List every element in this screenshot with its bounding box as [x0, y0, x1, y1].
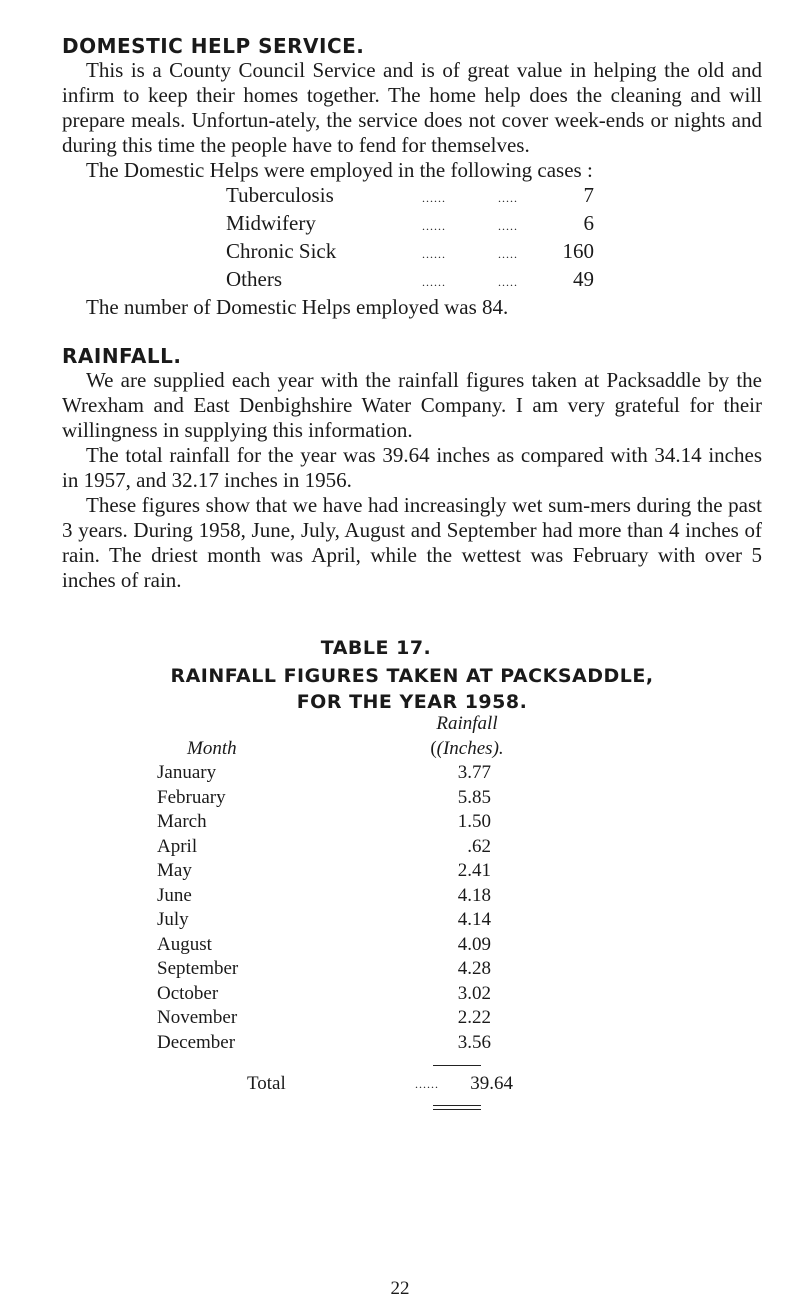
table-title-line-1: RAINFALL FIGURES TAKEN AT PACKSADDLE,: [170, 665, 654, 687]
table-row: [157, 1031, 657, 1056]
month-cell: December: [157, 1031, 236, 1053]
case-value: 49: [573, 267, 594, 291]
case-value: 6: [583, 211, 594, 235]
case-name: Tuberculosis: [226, 183, 334, 207]
case-row: [226, 267, 762, 295]
month-cell: November: [157, 1007, 238, 1028]
table-row: [157, 1006, 657, 1031]
month-cell: July: [157, 909, 189, 930]
case-name: Midwifery: [226, 211, 316, 235]
table-row: [157, 835, 657, 860]
value-cell: 3.77: [457, 762, 491, 783]
leader-dots: ......: [422, 191, 446, 205]
case-row: [226, 183, 762, 211]
case-value: 160: [562, 239, 594, 263]
rainfall-paragraph-2: The total rainfall for the year was 39.64 inches as compared with 34.14 inches in 1957, and 32.17 inches in 1956.: [62, 443, 762, 492]
value-cell: 2.22: [457, 1007, 491, 1028]
total-label: Total: [247, 1073, 286, 1094]
value-cell: 4.14: [457, 909, 491, 930]
leader-dots: .....: [498, 219, 518, 233]
rainfall-heading: RAINFALL.: [62, 344, 182, 368]
table-row: [157, 908, 657, 933]
leader-dots: .....: [498, 275, 518, 289]
month-cell: October: [157, 982, 219, 1004]
leader-dots: ......: [422, 275, 446, 289]
rainfall-paragraph-1: We are supplied each year with the rainfall figures taken at Packsaddle by the Wrexham and East Denbighshire Water Company. I am very grateful for their willingness in supplying this information.: [62, 368, 762, 442]
cases-list: [226, 183, 762, 295]
table-row: [157, 761, 657, 786]
table-header: [157, 712, 657, 737]
month-cell: April: [157, 835, 198, 857]
rainfall-table: [157, 712, 657, 1110]
value-cell: 4.28: [457, 958, 491, 979]
month-cell: February: [157, 786, 226, 808]
sum-rule: [433, 1065, 481, 1066]
column-header-rainfall: Rainfall: [436, 713, 498, 734]
page-number: 22: [390, 1278, 410, 1299]
total-value: 39.64: [470, 1073, 513, 1094]
document-page: [62, 34, 762, 715]
column-header-month: Month: [187, 737, 237, 759]
column-header-unit: (Inches).: [436, 737, 504, 759]
table-row: [157, 933, 657, 958]
value-cell: 5.85: [457, 786, 491, 808]
total-double-rule: [433, 1105, 481, 1110]
value-cell: 3.02: [457, 982, 491, 1004]
value-cell: 3.56: [457, 1031, 491, 1053]
leader-dots: .....: [498, 191, 518, 205]
case-row: [226, 239, 762, 267]
rainfall-paragraph-3: These figures show that we have had increasingly wet sum-mers during the past 3 years. During 1958, June, July, August and September had more than 4 inches of rain. The driest month was April, while the wettest was February with over 5 inches of rain.: [62, 493, 762, 592]
value-cell: 1.50: [457, 811, 491, 832]
table-row: [157, 810, 657, 835]
total-row: [157, 1072, 657, 1097]
value-cell: 2.41: [457, 860, 491, 881]
case-row: [226, 211, 762, 239]
month-cell: January: [157, 762, 217, 783]
value-cell: 4.18: [457, 884, 491, 906]
table-title-line-2: FOR THE YEAR 1958.: [296, 691, 528, 713]
month-cell: March: [157, 811, 207, 832]
table-row: [157, 859, 657, 884]
leader-dots: .....: [498, 247, 518, 261]
table-row: [157, 982, 657, 1007]
table-row: [157, 884, 657, 909]
case-name: Chronic Sick: [226, 239, 337, 263]
table-row: [157, 957, 657, 982]
table-header: Month ((Inches).: [157, 737, 657, 762]
case-value: 7: [583, 183, 594, 207]
leader-dots: ......: [422, 247, 446, 261]
month-cell: August: [157, 933, 212, 955]
table-row: [157, 786, 657, 811]
month-cell: September: [157, 958, 239, 979]
table-label: TABLE 17.: [320, 637, 432, 659]
month-cell: May: [157, 860, 192, 881]
domestic-paragraph-3: The number of Domestic Helps employed was 84.: [86, 295, 509, 319]
leader-dots: ......: [415, 1077, 439, 1091]
value-cell: .62: [467, 835, 491, 857]
month-cell: June: [157, 884, 192, 906]
leader-dots: ......: [422, 219, 446, 233]
domestic-help-heading: DOMESTIC HELP SERVICE.: [62, 34, 365, 58]
value-cell: 4.09: [457, 933, 491, 955]
domestic-paragraph-1: This is a County Council Service and is of great value in helping the old and infirm to keep their homes together. The home help does the cleaning and will prepare meals. Unfortun-ately, the service does not cover week-ends or nights and during this time the people have to fend for themselves.: [62, 58, 762, 157]
case-name: Others: [226, 267, 282, 291]
domestic-paragraph-2: The Domestic Helps were employed in the following cases :: [86, 158, 593, 182]
